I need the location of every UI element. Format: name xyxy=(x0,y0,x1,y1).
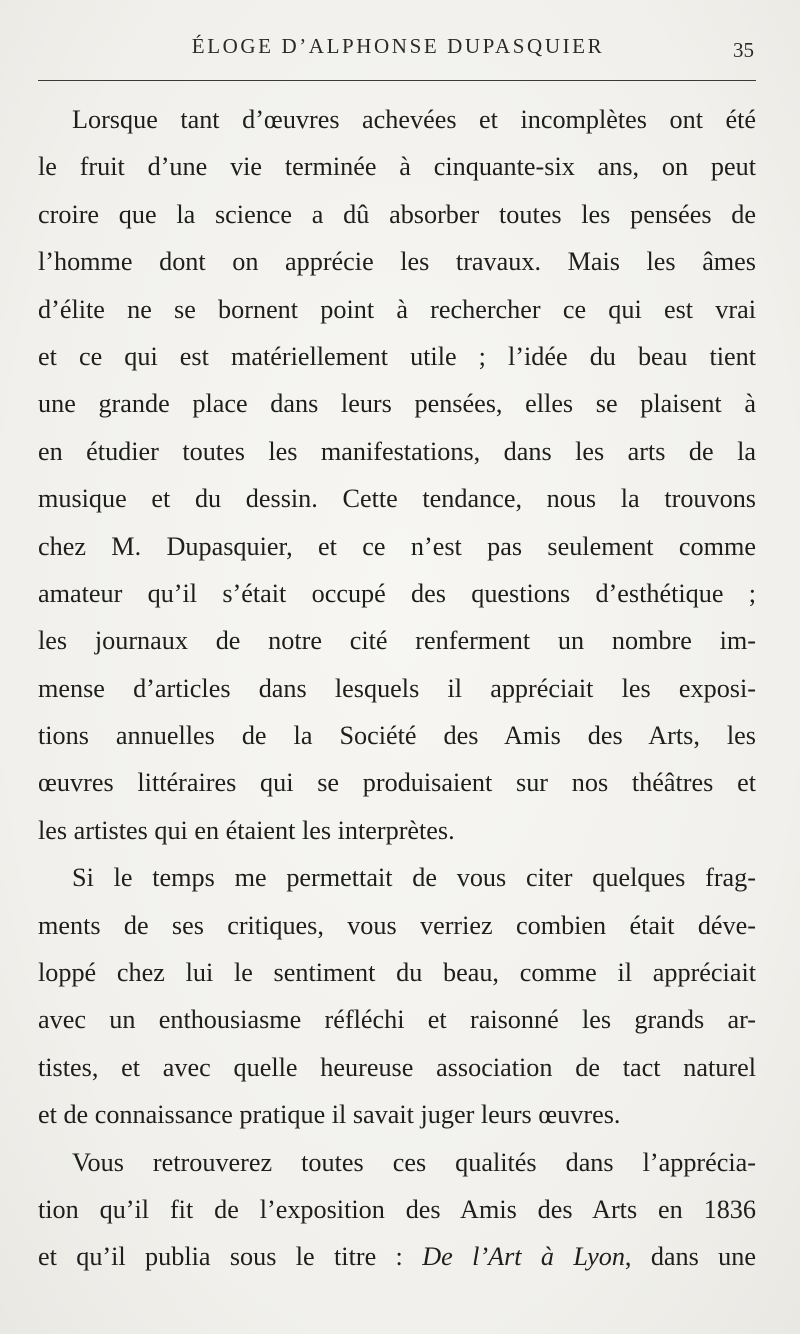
page-number: 35 xyxy=(733,38,754,62)
page-header xyxy=(38,34,758,74)
text-line: avec un enthousiasme réfléchi et raisonné les grands ar- xyxy=(38,1005,756,1035)
text-span: et qu’il publia sous le titre : xyxy=(38,1242,423,1272)
text-line-with-title xyxy=(38,1233,756,1280)
text-line: loppé chez lui le sentiment du beau, comme il appréciait xyxy=(38,958,756,988)
text-line: Lorsque tant d’œuvres achevées et incomplètes ont été xyxy=(72,105,756,134)
text-line: les artistes qui en étaient les interprètes. xyxy=(38,815,455,845)
header-rule xyxy=(38,80,756,81)
running-title: ÉLOGE D’ALPHONSE DUPASQUIER xyxy=(191,34,605,58)
text-line: en étudier toutes les manifestations, dans les arts de la xyxy=(38,436,756,466)
text-line: le fruit d’une vie terminée à cinquante-six ans, on peut xyxy=(38,152,756,182)
text-line: ments de ses critiques, vous verriez combien était déve- xyxy=(38,910,756,940)
text-line: œuvres littéraires qui se produisaient sur nos théâtres et xyxy=(38,768,756,798)
text-line: l’homme dont on apprécie les travaux. Mais les âmes xyxy=(38,247,756,277)
text-line: tions annuelles de la Société des Amis des Arts, les xyxy=(38,721,756,751)
text-line: tistes, et avec quelle heureuse association de tact naturel xyxy=(38,1052,756,1082)
text-span: , dans une xyxy=(624,1242,756,1272)
text-line: tion qu’il fit de l’exposition des Amis des Arts en 1836 xyxy=(38,1194,756,1224)
paragraph-3 xyxy=(38,1139,756,1281)
paragraph-1 xyxy=(38,96,756,854)
text-line: chez M. Dupasquier, et ce n’est pas seulement comme xyxy=(38,531,756,561)
text-line: une grande place dans leurs pensées, elles se plaisent à xyxy=(38,389,756,419)
text-line: et ce qui est matériellement utile ; l’idée du beau tient xyxy=(38,341,756,371)
text-line: amateur qu’il s’était occupé des questions d’esthétique ; xyxy=(38,578,756,608)
text-line: Si le temps me permettait de vous citer quelques frag- xyxy=(72,863,756,893)
text-line: les journaux de notre cité renferment un nombre im- xyxy=(38,626,756,656)
body-text xyxy=(38,96,756,1281)
paragraph-2 xyxy=(38,854,756,1138)
work-title: De l’Art à Lyon xyxy=(422,1242,625,1272)
text-line: d’élite ne se bornent point à rechercher ce qui est vrai xyxy=(38,294,756,324)
text-line: Vous retrouverez toutes ces qualités dans l’apprécia- xyxy=(72,1147,756,1177)
text-line: musique et du dessin. Cette tendance, nous la trouvons xyxy=(38,484,756,514)
text-line: croire que la science a dû absorber toutes les pensées de xyxy=(38,199,756,229)
text-line: mense d’articles dans lesquels il appréciait les exposi- xyxy=(38,673,756,703)
text-line: et de connaissance pratique il savait juger leurs œuvres. xyxy=(38,1100,621,1130)
